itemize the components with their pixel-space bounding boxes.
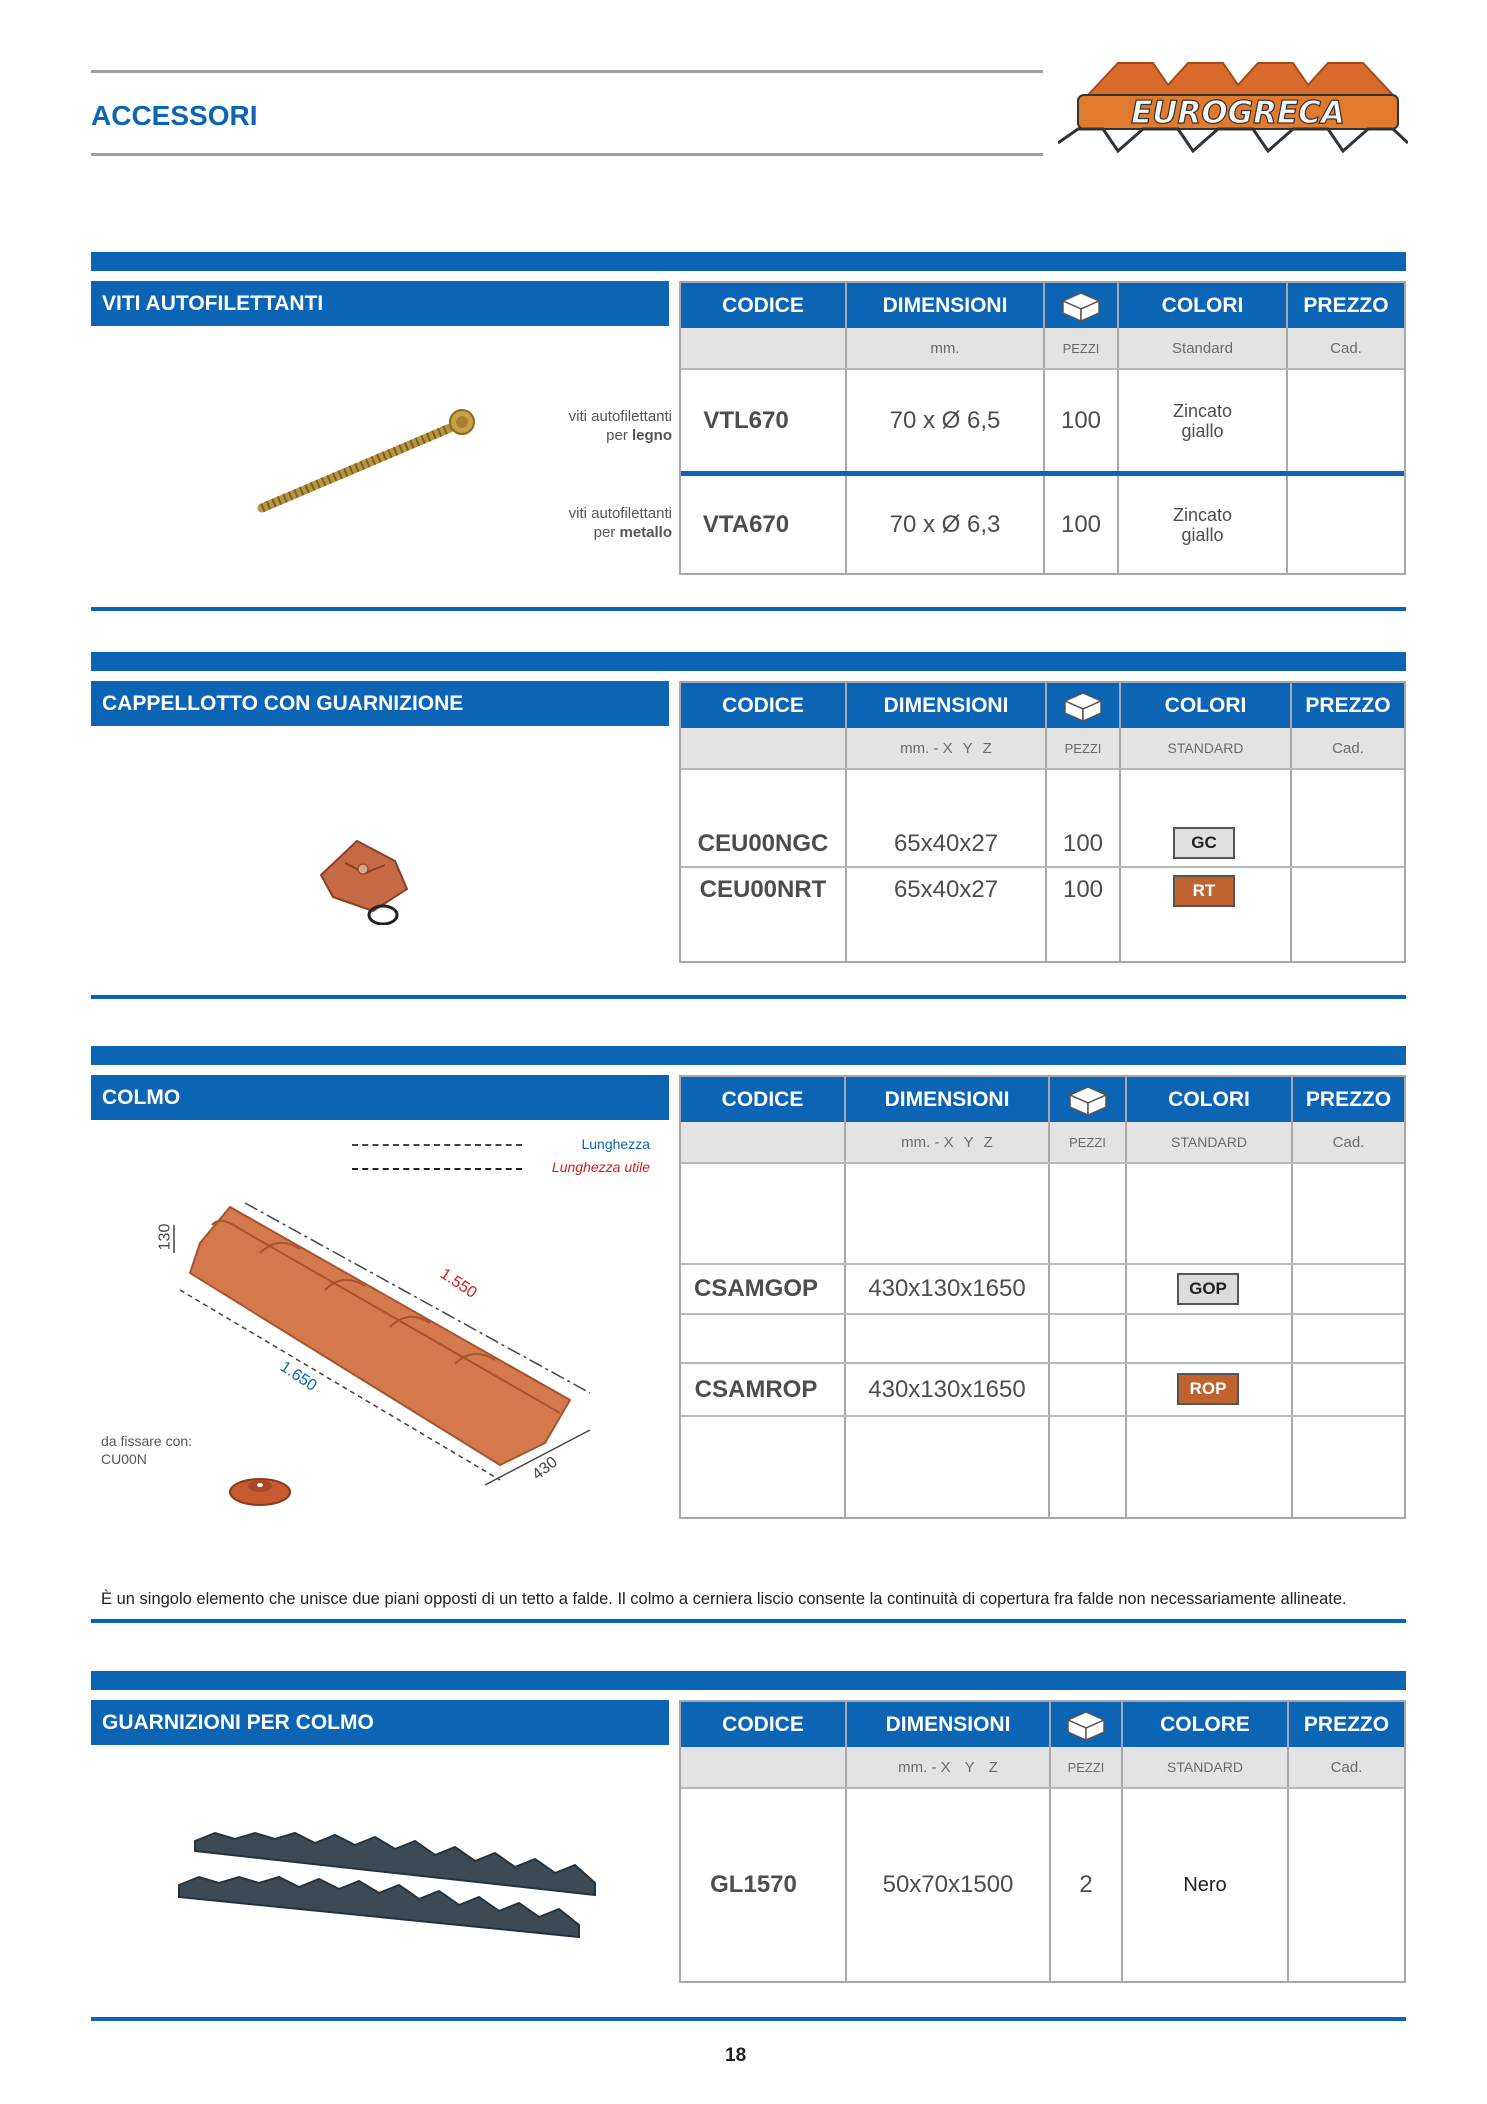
pezzi-box-icon bbox=[1051, 1702, 1121, 1747]
table-row-dim: 70 x Ø 6,3 bbox=[889, 510, 1001, 538]
header-bottom-rule bbox=[91, 153, 1043, 156]
colmo-description: È un singolo elemento che unisce due piani opposti di un tetto a falde. Il colmo a cerniera liscio consente la continuità di copertura fra falde non necessariamente allineate. bbox=[101, 1590, 1347, 1608]
table-row-pezzi: 100 bbox=[1062, 876, 1104, 903]
legend-lunghezza-utile: Lunghezza utile bbox=[551, 1159, 650, 1175]
table-row-pezzi: 100 bbox=[1060, 510, 1102, 538]
col-header-dimensioni: DIMENSIONI bbox=[847, 283, 1043, 328]
dim-label-length-utile: 1.550 bbox=[436, 1265, 480, 1302]
table-row-code: CSAMROP bbox=[694, 1375, 818, 1403]
color-swatch-gop: GOP bbox=[1177, 1273, 1239, 1305]
pezzi-box-icon bbox=[1045, 283, 1117, 328]
col-header-colori: COLORI bbox=[1127, 1077, 1291, 1122]
section-divider-line bbox=[91, 1619, 1406, 1623]
sub-prezzo: Cad. bbox=[1332, 1133, 1365, 1151]
table-row-code: VTA670 bbox=[702, 510, 790, 538]
table-row-dim: 50x70x1500 bbox=[882, 1871, 1014, 1898]
table-row-code: CEU00NRT bbox=[699, 876, 827, 903]
eurogreca-logo bbox=[1058, 55, 1408, 160]
table-row-pezzi: 100 bbox=[1060, 406, 1102, 434]
section-divider-band bbox=[91, 1046, 1406, 1065]
section-title: VITI AUTOFILETTANTI bbox=[91, 281, 669, 326]
svg-text:EUROGRECA: EUROGRECA bbox=[1131, 95, 1345, 131]
legend-line-lunghezza bbox=[352, 1144, 522, 1146]
col-header-prezzo: PREZZO bbox=[1289, 1702, 1404, 1747]
legend-line-lunghezza-utile bbox=[352, 1168, 522, 1170]
table-row-pezzi: 100 bbox=[1062, 830, 1104, 857]
guarnizioni-image bbox=[175, 1825, 605, 1965]
viti-table bbox=[679, 281, 1406, 575]
footer-rule bbox=[91, 2017, 1406, 2021]
cappellotto-table bbox=[679, 681, 1406, 963]
sub-dim-xyz: mm. - X Y Z bbox=[900, 739, 992, 757]
screw-caption-legno: viti autofilettanti per legno bbox=[568, 408, 672, 444]
sub-prezzo: Cad. bbox=[1330, 339, 1362, 357]
table-row-dim: 65x40x27 bbox=[893, 830, 999, 857]
section-title: CAPPELLOTTO CON GUARNIZIONE bbox=[91, 681, 669, 726]
sub-colori: STANDARD bbox=[1167, 1759, 1243, 1775]
sub-prezzo: Cad. bbox=[1330, 1758, 1363, 1776]
dim-label-length: 1.650 bbox=[276, 1358, 320, 1395]
section-divider-band bbox=[91, 252, 1406, 271]
screw-caption-metallo: viti autofilettanti per metallo bbox=[568, 505, 672, 541]
table-row-code: CSAMGOP bbox=[693, 1275, 818, 1302]
sub-dim-xyz: mm. - X Y Z bbox=[898, 1758, 998, 1776]
dim-label-width: 430 bbox=[529, 1453, 561, 1484]
fix-note: da fissare con: CU00N bbox=[101, 1433, 193, 1467]
dim-label-height: 130 bbox=[156, 1223, 174, 1251]
col-header-colori: COLORI bbox=[1121, 683, 1290, 728]
sub-pezzi: PEZZI bbox=[1067, 1759, 1105, 1775]
table-row-dim: 430x130x1650 bbox=[868, 1375, 1026, 1403]
sub-pezzi: PEZZI bbox=[1064, 740, 1102, 756]
sub-prezzo: Cad. bbox=[1332, 739, 1364, 757]
cappellotto-image bbox=[315, 835, 425, 925]
sub-colori: STANDARD bbox=[1171, 1134, 1247, 1150]
colmo-image bbox=[150, 1185, 610, 1505]
pezzi-box-icon bbox=[1047, 683, 1119, 728]
table-row-code: VTL670 bbox=[703, 406, 789, 434]
col-header-codice: CODICE bbox=[681, 283, 845, 328]
table-row-dim: 70 x Ø 6,5 bbox=[889, 406, 1001, 434]
col-header-dimensioni: DIMENSIONI bbox=[847, 1702, 1049, 1747]
section-divider-band bbox=[91, 1671, 1406, 1690]
pezzi-box-icon bbox=[1050, 1077, 1125, 1122]
guarnizioni-table bbox=[679, 1700, 1406, 1983]
page-number: 18 bbox=[725, 2045, 747, 2066]
section-divider-band bbox=[91, 652, 1406, 671]
col-header-prezzo: PREZZO bbox=[1288, 283, 1404, 328]
col-header-prezzo: PREZZO bbox=[1292, 683, 1404, 728]
table-row-pezzi: 2 bbox=[1079, 1871, 1093, 1898]
col-header-prezzo: PREZZO bbox=[1293, 1077, 1404, 1122]
section-divider-line bbox=[91, 995, 1406, 999]
col-header-dimensioni: DIMENSIONI bbox=[847, 683, 1045, 728]
legend-lunghezza: Lunghezza bbox=[581, 1136, 650, 1152]
washer-image bbox=[225, 1468, 295, 1508]
section-title: GUARNIZIONI PER COLMO bbox=[91, 1700, 669, 1745]
table-row-dim: 65x40x27 bbox=[893, 876, 999, 903]
col-header-dimensioni: DIMENSIONI bbox=[846, 1077, 1048, 1122]
sub-dim-xyz: mm. - X Y Z bbox=[901, 1133, 993, 1151]
table-row-code: GL1570 bbox=[710, 1871, 797, 1898]
table-row-colori: Zincato giallo bbox=[1172, 400, 1233, 441]
table-row-dim: 430x130x1650 bbox=[868, 1275, 1026, 1302]
section-title: COLMO bbox=[91, 1075, 669, 1120]
page-title: ACCESSORI bbox=[91, 100, 258, 131]
section-divider-line bbox=[91, 607, 1406, 611]
header-top-rule bbox=[91, 70, 1043, 73]
col-header-codice: CODICE bbox=[681, 1077, 844, 1122]
sub-colori: STANDARD bbox=[1167, 740, 1244, 756]
sub-colori: Standard bbox=[1172, 339, 1233, 357]
table-row-code: CEU00NGC bbox=[697, 830, 829, 857]
table-row-colore: Nero bbox=[1183, 1873, 1227, 1896]
color-swatch-rt: RT bbox=[1173, 875, 1235, 907]
col-header-colore: COLORE bbox=[1123, 1702, 1287, 1747]
col-header-colori: COLORI bbox=[1119, 283, 1286, 328]
colmo-table bbox=[679, 1075, 1406, 1519]
screw-image bbox=[250, 400, 490, 520]
color-swatch-gc: GC bbox=[1173, 827, 1235, 859]
table-row-colori: Zincato giallo bbox=[1172, 504, 1233, 545]
col-header-codice: CODICE bbox=[681, 1702, 845, 1747]
sub-dim: mm. bbox=[930, 339, 960, 357]
sub-pezzi: PEZZI bbox=[1062, 340, 1100, 356]
sub-pezzi: PEZZI bbox=[1069, 1134, 1106, 1150]
col-header-codice: CODICE bbox=[681, 683, 845, 728]
color-swatch-rop: ROP bbox=[1177, 1373, 1239, 1405]
